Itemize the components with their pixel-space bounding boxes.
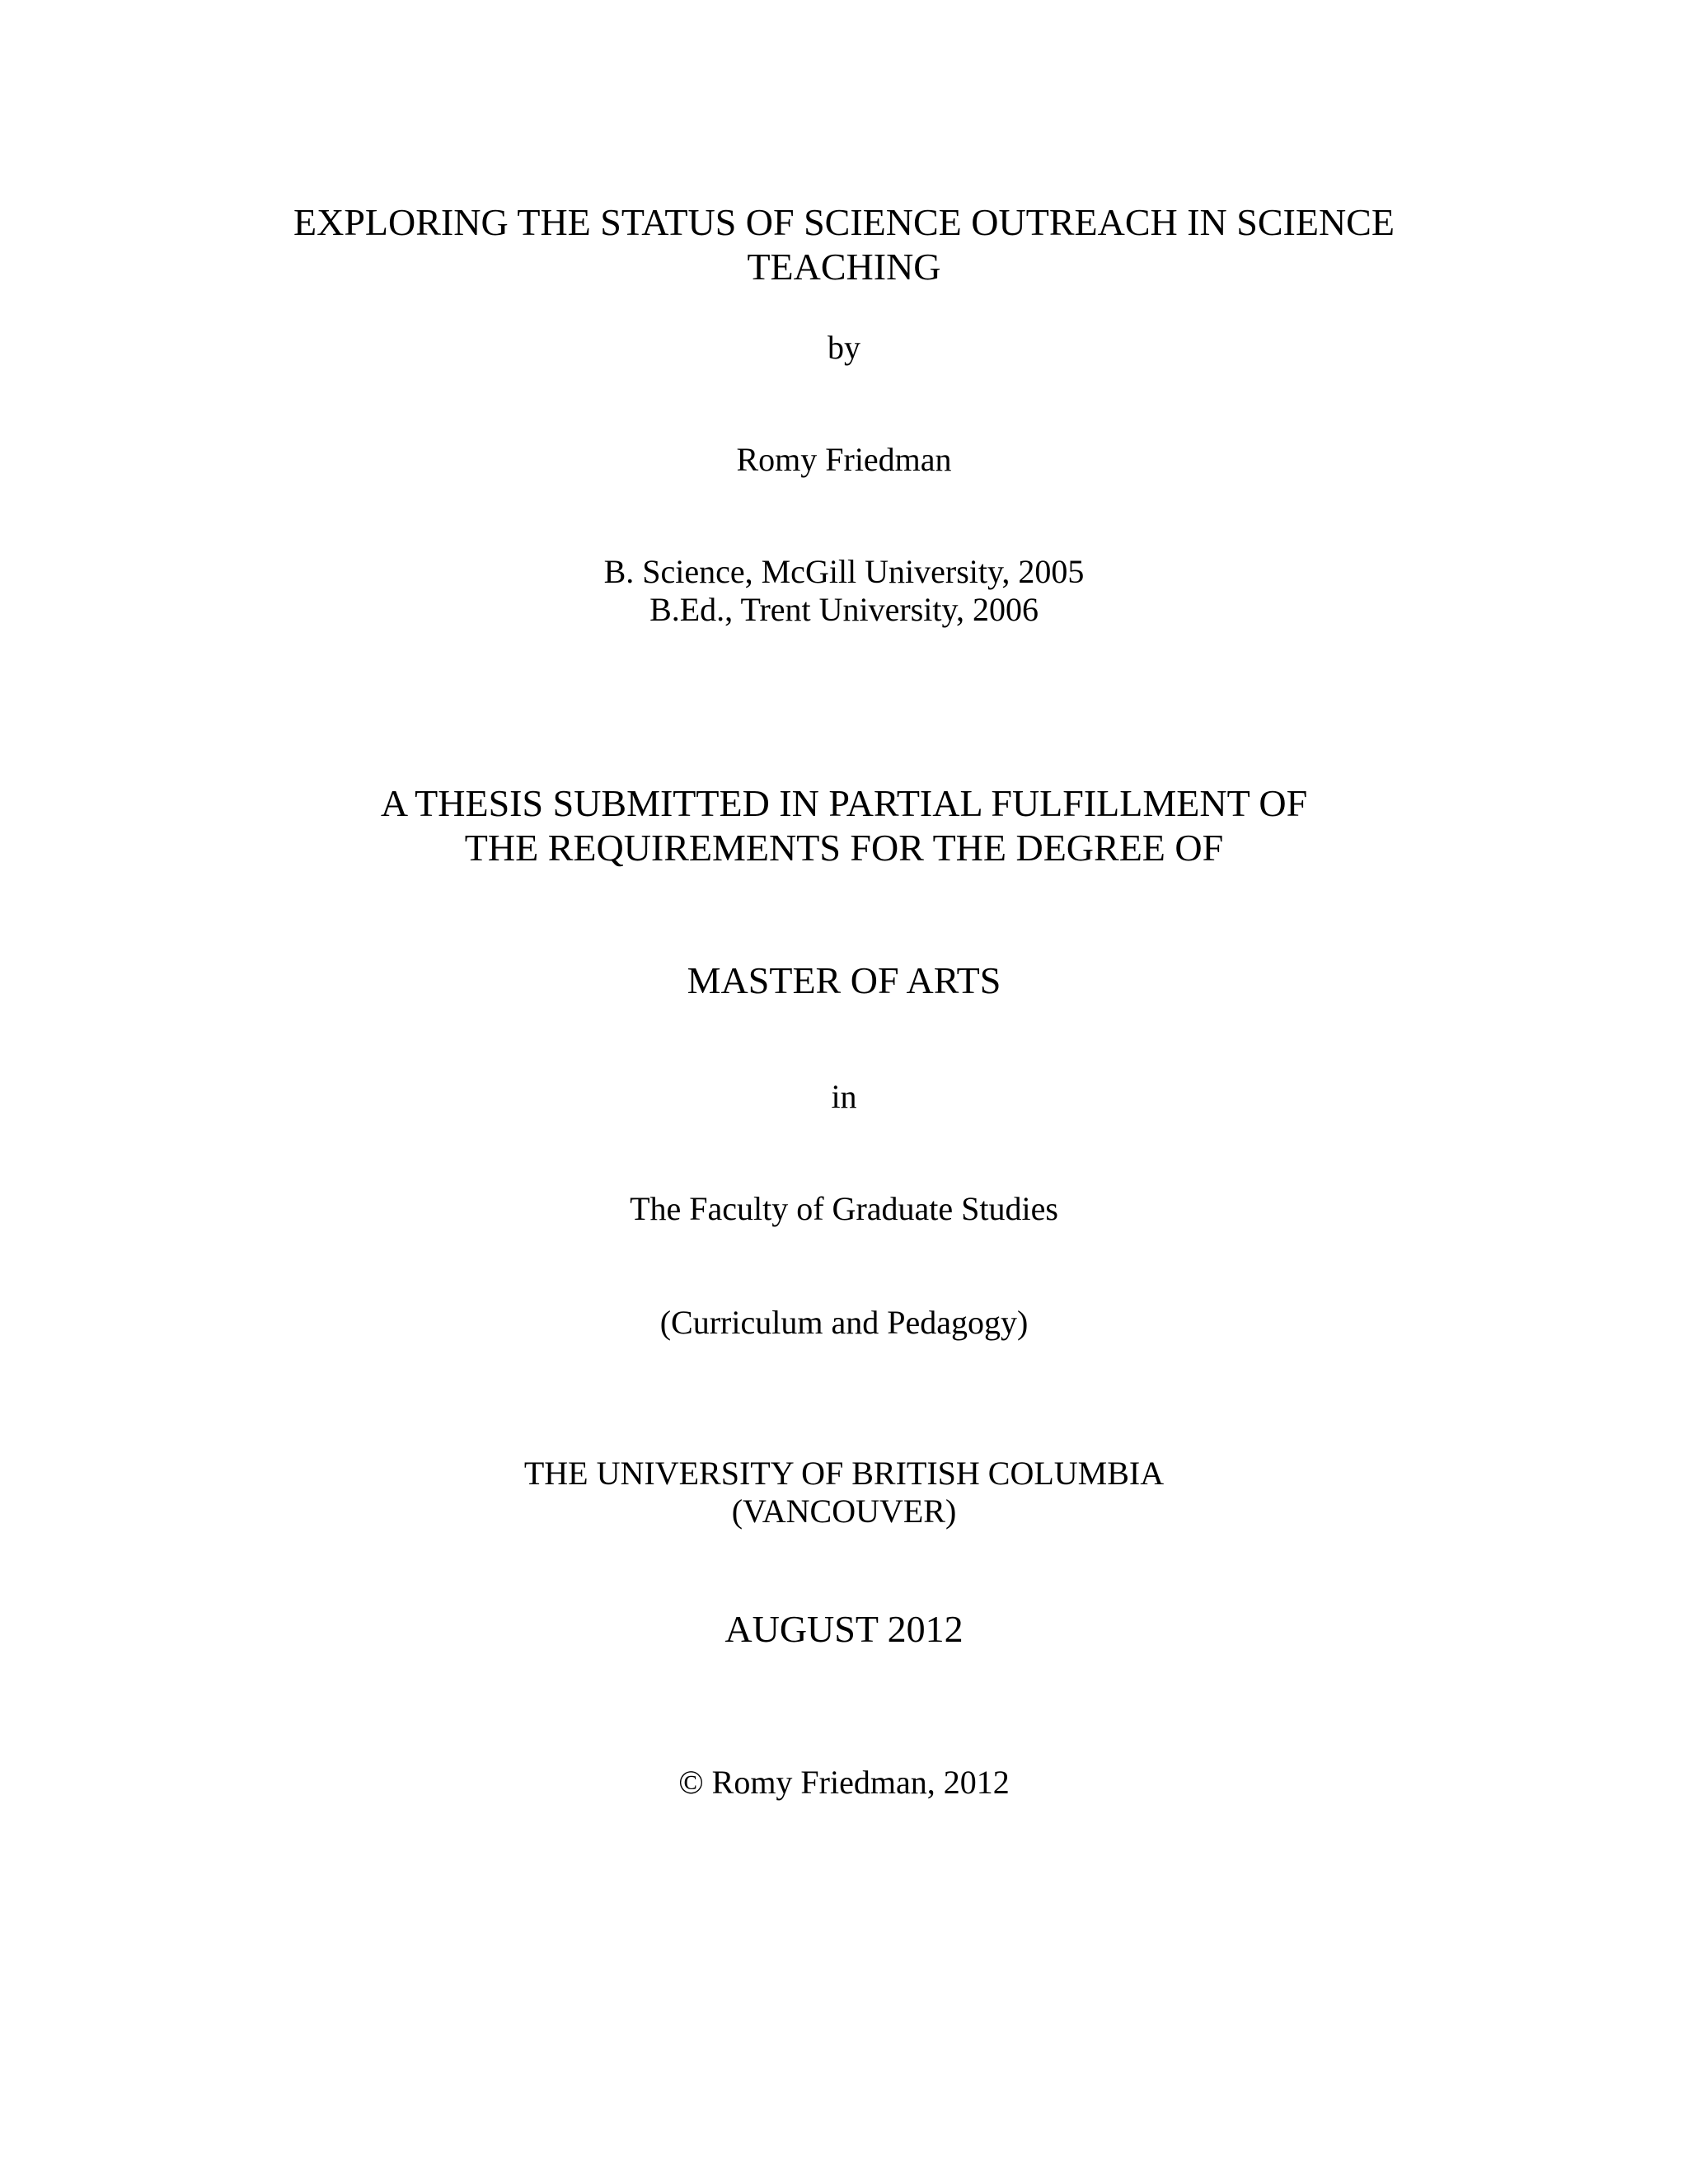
copyright-notice: © Romy Friedman, 2012 [678, 1764, 1010, 1801]
degree-name: MASTER OF ARTS [687, 959, 1001, 1001]
thesis-title-line-1: EXPLORING THE STATUS OF SCIENCE OUTREACH IN SCIENCE [293, 201, 1395, 243]
author-name: Romy Friedman [736, 441, 952, 478]
thesis-title-line-2: TEACHING [747, 246, 941, 288]
prior-degree-1: B. Science, McGill University, 2005 [603, 553, 1085, 590]
by-text: by [828, 329, 860, 366]
submission-statement-line-2: THE REQUIREMENTS FOR THE DEGREE OF [464, 827, 1224, 869]
faculty-name: The Faculty of Graduate Studies [630, 1190, 1058, 1227]
in-text: in [831, 1078, 857, 1115]
submission-date: AUGUST 2012 [724, 1608, 964, 1650]
university-name-line-1: THE UNIVERSITY OF BRITISH COLUMBIA [523, 1455, 1165, 1492]
university-name-line-2: (VANCOUVER) [731, 1493, 957, 1530]
program-name: (Curriculum and Pedagogy) [659, 1304, 1029, 1341]
prior-degree-2: B.Ed., Trent University, 2006 [649, 591, 1039, 628]
submission-statement-line-1: A THESIS SUBMITTED IN PARTIAL FULFILLMENT OF [380, 782, 1308, 824]
